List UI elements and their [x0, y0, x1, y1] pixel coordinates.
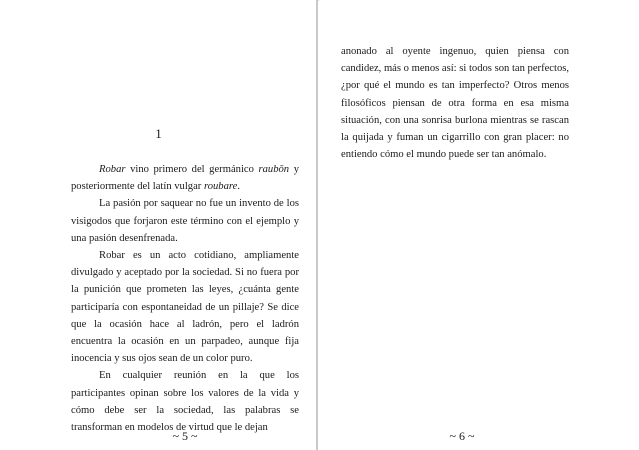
- chapter-number: 1: [155, 126, 162, 141]
- right-page: [319, 0, 639, 450]
- italic-word: Robar: [99, 164, 126, 175]
- text-run: anonado al oyente ingenuo, quien piensa con candidez, más o menos así: si todos son tan perfectos, ¿por qué el mundo es tan imperfecto? Otros menos filosóficos piensan de otra forma en esa misma situación, con una sonrisa burlona mientras se rascan la quijada y fuman un cigarrillo con gran placer: no entiendo cómo el mundo puede ser tan anómalo.: [341, 46, 570, 161]
- page-number-left: ~ 5 ~: [172, 429, 198, 443]
- paragraph: [71, 367, 299, 436]
- left-page: [0, 0, 317, 450]
- text-run: En cualquier reunión en la que los participantes opinan sobre los valores de la vida y cómo debe ser la sociedad, las palabras se transforman en modelos de virtud que le dejan: [71, 370, 299, 434]
- text-run: y posteriormente del latín vulgar: [71, 164, 300, 193]
- text-run: Robar es un acto cotidiano, ampliamente divulgado y aceptado por la sociedad. Si no fuera por la punición que prometen las leyes, ¿cuánta gente participaría con espontaneidad de un pillaje? Se dice que la ocasión hace al ladrón, pero el ladrón encuentra la ocasión en un parpadeo, aunque fija inocencia y sus ojos sean de un color puro.: [71, 250, 299, 365]
- italic-word: raubōn: [258, 164, 290, 175]
- right-page-body: [341, 43, 569, 163]
- paragraph: [341, 43, 569, 163]
- italic-word: roubare: [203, 181, 238, 193]
- paragraph: [71, 247, 299, 367]
- page-gutter: [316, 0, 318, 450]
- paragraph: [71, 195, 299, 247]
- text-run: La pasión por saquear no fue un invento de los visigodos que forjaron este término con el ejemplo y una pasión desenfrenada.: [71, 198, 299, 244]
- page-number-right: ~ 6 ~: [449, 429, 475, 443]
- paragraph: [71, 161, 299, 195]
- left-page-body: [71, 161, 299, 436]
- text-run: .: [237, 181, 240, 193]
- text-run: vino primero del germánico: [125, 164, 259, 175]
